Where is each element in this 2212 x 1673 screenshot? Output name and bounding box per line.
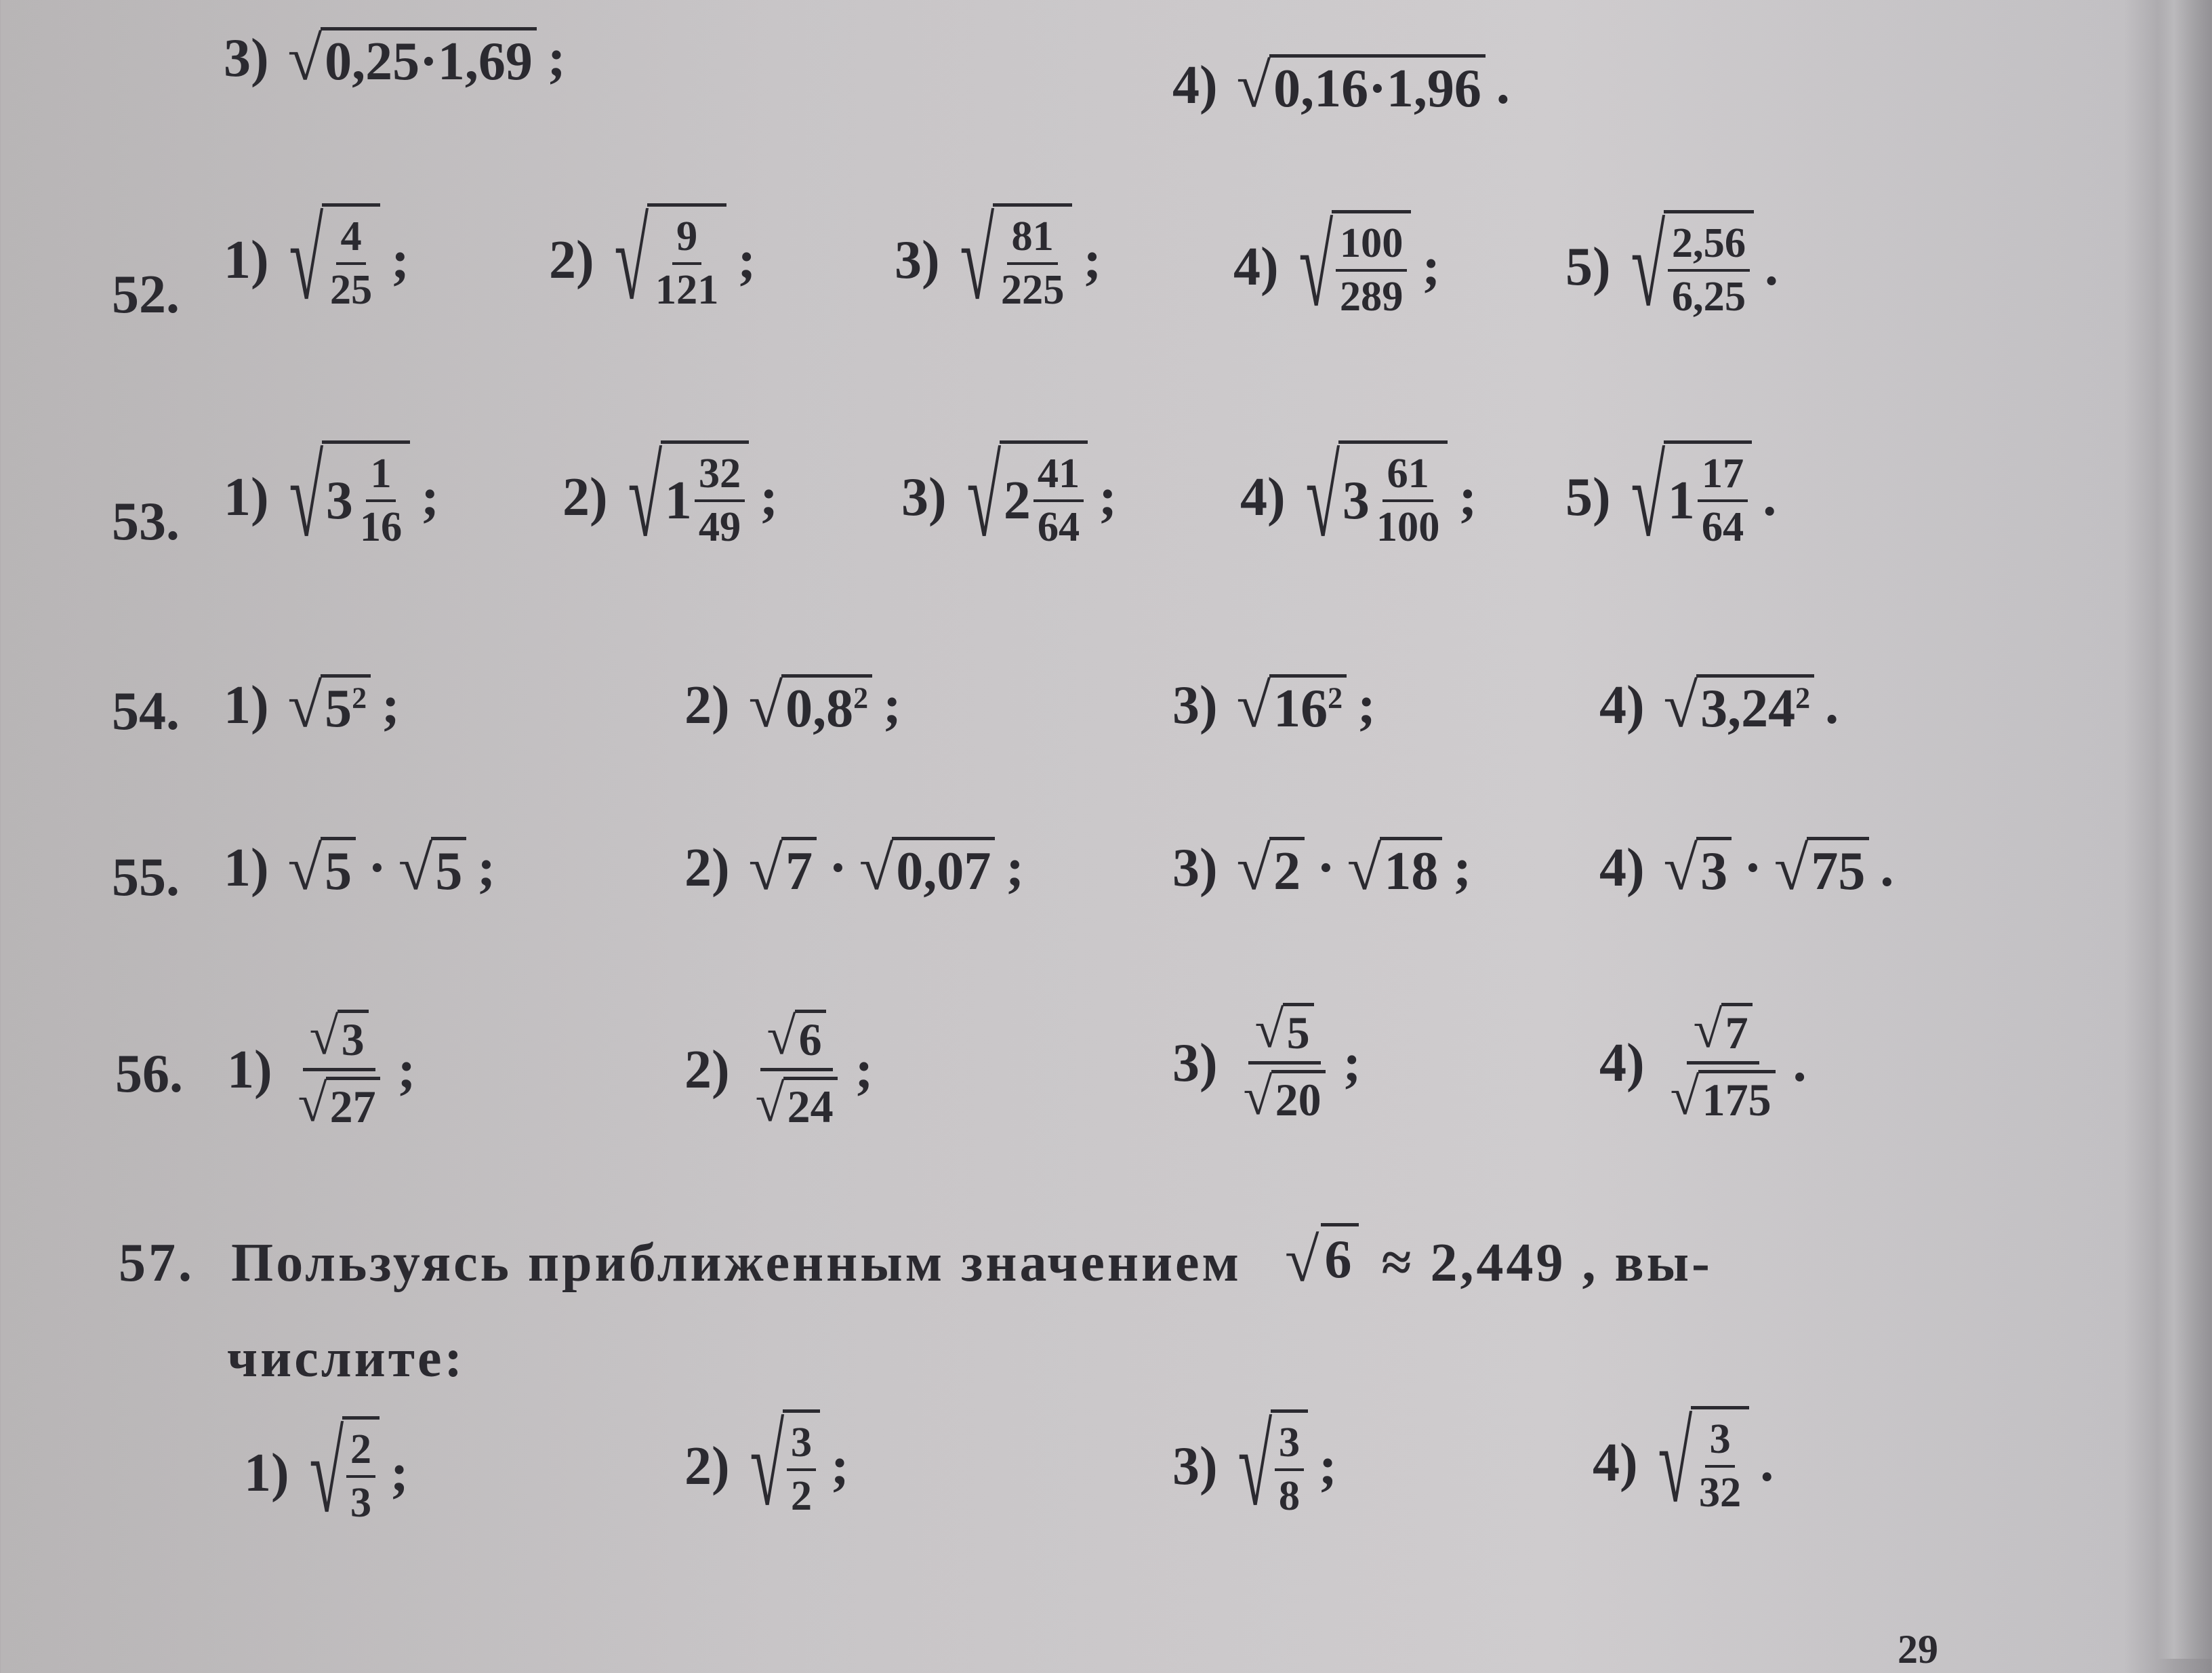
ex57-item-3 [1172,1403,1337,1529]
radicand [993,203,1073,317]
numerator [1687,999,1759,1065]
radical-sign: √ [289,197,323,323]
exercise-57-text: Пользуясь приближенным значением [231,1233,1242,1293]
punctuation: ; [1458,468,1477,527]
numerator: 32 [695,453,745,501]
radicand [1696,837,1732,899]
ex51-item-3 [224,24,566,93]
fraction [1237,999,1332,1126]
item-label: 3) [1172,1437,1218,1496]
denominator: 8 [1278,1472,1300,1519]
sqrt [749,1403,820,1529]
base: 16 [1273,678,1328,739]
sqrt [398,833,467,903]
ex51-item-4 [1172,51,1510,120]
item-label: 2) [562,468,608,527]
sqrt [1663,833,1732,903]
item-label: 1) [224,230,269,290]
radical-sign: √ [614,197,649,323]
exercise-57-number: 57. [119,1233,194,1293]
punctuation: . [1760,1433,1774,1493]
sqrt [1243,1067,1326,1126]
numerator: 3 [1275,1422,1304,1470]
ex54-item-2 [684,671,901,740]
base: 0,8 [785,678,854,739]
radical-sign: √ [309,1410,344,1536]
whole-part: 3 [1342,470,1370,531]
numerator: 3 [1705,1418,1734,1467]
fraction [291,1006,387,1133]
radicand [322,203,380,317]
radicand [892,837,995,899]
item-label: 4) [1599,1033,1645,1093]
radical-sign: √ [1305,434,1340,560]
exponent: 2 [1328,680,1343,714]
radical-sign: √ [1236,671,1271,740]
whole-part: 2 [1003,470,1031,531]
radical-sign: √ [287,671,323,740]
radical-sign: √ [766,1006,796,1065]
radical-sign: √ [309,1006,339,1065]
radicand [1691,1406,1749,1520]
radicand [795,1010,826,1065]
item-label: 1) [224,676,269,735]
denominator: 289 [1339,272,1404,320]
punctuation: ; [831,1437,849,1496]
denominator: 32 [1698,1468,1742,1516]
radicand [1269,674,1347,737]
sqrt [966,434,1088,560]
radicand [1271,1409,1308,1523]
radicand-value: 7 [785,841,813,901]
punctuation: . [1765,237,1779,297]
item-label: 5) [1565,468,1611,527]
radicand-value: 6 [798,1013,822,1065]
ex53-item-3 [901,434,1117,560]
radicand [1000,440,1088,554]
sqrt [1663,671,1815,740]
radical-sign: √ [966,434,1001,560]
page-edge [2158,0,2212,1659]
ex52-item-1 [224,197,409,323]
sqrt [1347,833,1443,903]
numerator: 3 [787,1422,816,1470]
radicand-value: 2 [1273,841,1301,901]
radicand [1332,210,1412,324]
radicand-value: 20 [1275,1073,1322,1125]
ex55-item-3 [1172,833,1471,903]
fraction [749,1006,844,1133]
numerator: 61 [1382,453,1433,501]
fraction [1664,999,1782,1126]
sqrt: √ 0,25·1,69 [288,27,537,89]
denominator: 6,25 [1671,272,1746,320]
radicand-value: 24 [787,1080,834,1132]
sqrt [308,1410,380,1536]
numerator: 2,56 [1668,222,1750,271]
punctuation: ; [1083,230,1102,290]
radical-sign: √ [1254,999,1284,1058]
ex57-item-1 [244,1410,409,1536]
radicand-value: 3 [341,1013,365,1065]
radicand [1721,1003,1753,1056]
denominator: 121 [655,266,719,313]
radical-sign: √ [287,833,323,903]
fraction [1336,222,1408,318]
radicand-value: 75 [1811,841,1866,901]
punctuation: . [1763,468,1777,527]
radical-sign: √ [1663,671,1698,740]
fraction [997,215,1069,311]
denominator: 64 [1037,503,1080,550]
radical-sign: √ [628,434,662,560]
ex52-item-5 [1565,204,1779,330]
radical-sign: √ [398,833,433,903]
ex53-item-5 [1565,434,1777,560]
fraction [1275,1419,1304,1519]
radicand-value: 5 [325,841,352,901]
denominator: 225 [1000,266,1065,313]
item-label: 1) [227,1039,272,1100]
punctuation: ; [855,1039,874,1100]
numerator: 1 [366,453,395,501]
ex55-item-1 [224,833,495,903]
item-label: 5) [1565,237,1611,297]
item-label: 3) [224,28,269,88]
sqrt [1670,1067,1776,1126]
numerator [303,1006,375,1071]
radical-sign: √ [1631,204,1665,330]
item-label: 2) [684,1039,730,1100]
ex57-item-2 [684,1403,849,1529]
radical-sign: √ [1347,833,1382,903]
denominator: 49 [698,503,741,550]
fraction [1372,450,1444,550]
sqrt: √ 0,16·1,96 [1237,54,1486,117]
ex52-item-2 [549,197,756,323]
radicand [321,674,371,737]
whole-part: 3 [325,470,353,531]
sqrt [1630,204,1754,330]
punctuation: ; [1453,838,1471,898]
exercise-53-number: 53. [112,492,180,552]
punctuation: ; [1319,1437,1337,1496]
numerator [760,1006,833,1071]
radicand [781,837,817,899]
whole-part: 1 [1667,470,1695,531]
punctuation: ; [390,1443,409,1503]
sqrt [766,1006,826,1065]
radicand [1269,837,1305,899]
exercise-57-approx: ≈ 2,449 , вы- [1381,1233,1713,1293]
radical-sign: √ [960,197,994,323]
ex53-item-4 [1240,434,1477,560]
numerator: 81 [1007,215,1057,264]
exercise-55-number: 55. [112,848,180,907]
punctuation: . [1496,56,1510,115]
radicand [321,837,356,899]
radicand [1380,837,1442,899]
radical-sign: √ [1236,833,1271,903]
fraction [356,450,406,550]
radicand [322,440,410,554]
radicand-value: 175 [1702,1073,1771,1125]
radicand-value: 5 [1286,1006,1310,1058]
radicand [431,837,466,899]
exercise-57-line1 [119,1223,1713,1294]
ex55-item-4 [1599,833,1894,903]
sqrt [288,434,411,560]
radicand-value: 18 [1384,841,1439,901]
punctuation: ; [421,468,439,527]
radical-sign: √ [1243,1067,1273,1126]
radicand: 6 [1321,1223,1359,1291]
base: 3,24 [1700,678,1796,739]
radicand [1698,1070,1776,1123]
item-label: 3) [1172,1033,1218,1093]
denominator: 16 [359,503,403,550]
ex56-item-1 [227,1006,416,1133]
exercise-56-number: 56. [115,1044,183,1104]
ex56-item-4 [1599,999,1807,1126]
radicand: 0,25·1,69 [321,27,537,89]
numerator: 2 [346,1428,375,1477]
punctuation: ; [1006,838,1024,898]
fraction [651,215,723,311]
numerator: 100 [1336,222,1408,271]
radical-sign: √ [1670,1067,1700,1126]
radical-sign: √ [1693,999,1723,1058]
sqrt [748,671,873,740]
denominator: 100 [1376,503,1440,550]
radicand [1696,674,1814,737]
multiply-dot: · [1744,838,1762,898]
fraction [787,1419,816,1519]
fraction [1668,222,1750,318]
radicand: 0,16·1,96 [1269,54,1486,117]
item-label: 3) [1172,838,1218,898]
denominator: 25 [329,266,373,313]
exercise-52-number: 52. [112,265,180,325]
item-label: 4) [1233,237,1279,297]
radical-sign: √ [750,1403,784,1529]
radicand [1664,440,1752,554]
item-label: 1) [244,1443,289,1503]
multiply-dot: · [829,838,847,898]
fraction [326,215,376,311]
page-number: 29 [1898,1627,1938,1672]
item-label: 2) [684,838,730,898]
punctuation: . [1825,676,1839,735]
radicand [1664,210,1754,324]
numerator: 9 [672,215,701,264]
radicand-value: 0,07 [896,841,991,901]
item-label: 3) [901,468,947,527]
item-label: 2) [684,676,730,735]
multiply-dot: · [368,838,386,898]
fraction [346,1428,375,1524]
sqrt [287,833,356,903]
radical-sign: √ [1663,833,1698,903]
punctuation: ; [1343,1033,1361,1093]
sqrt [1298,204,1412,330]
multiply-dot: · [1317,838,1335,898]
radicand [661,440,749,554]
radicand-value: 5 [435,841,463,901]
radical-sign: √ [1774,833,1809,903]
radicand [1807,837,1869,899]
ex52-item-4 [1233,204,1441,330]
punctuation: ; [382,676,400,735]
radicand [783,1409,820,1523]
radical-sign: √ [755,1073,785,1133]
radical-sign: √ [298,1073,327,1133]
ex56-item-3 [1172,999,1361,1126]
radicand [1338,440,1448,554]
item-label: 2) [684,1437,730,1496]
item-label: 4) [1240,468,1286,527]
ex52-item-3 [895,197,1102,323]
denominator [1237,1065,1332,1126]
whole-part: 1 [664,470,692,531]
radicand [1283,1003,1314,1056]
sqrt [298,1073,380,1133]
item-label: 1) [224,838,269,898]
ex54-item-1 [224,671,400,740]
radical-sign: √ [748,833,783,903]
radical-sign: √ [1237,1403,1272,1529]
ex54-item-4 [1599,671,1839,740]
sqrt [1657,1400,1750,1526]
exponent: 2 [853,680,869,714]
punctuation: ; [547,28,566,88]
exercise-57-line2: числите: [227,1329,466,1388]
radicand-value: 7 [1725,1006,1748,1058]
sqrt [859,833,996,903]
ex54-item-3 [1172,671,1376,740]
item-label: 4) [1172,56,1218,115]
exponent: 2 [352,680,367,714]
radical-sign: √ [748,671,783,740]
sqrt [959,197,1073,323]
sqrt: √ 6 [1285,1223,1359,1291]
denominator: 3 [350,1479,372,1526]
radicand [326,1077,380,1130]
punctuation: ; [1422,237,1441,297]
ex53-item-1 [224,434,439,560]
radicand-value: 3 [1700,841,1728,901]
sqrt [1630,434,1753,560]
punctuation: . [1793,1033,1807,1093]
item-label: 2) [549,230,594,290]
sqrt [287,671,371,740]
item-label: 4) [1599,676,1645,735]
punctuation: ; [760,468,778,527]
ex55-item-2 [684,833,1024,903]
numerator: 4 [336,215,365,264]
item-label: 3) [895,230,940,290]
ex53-item-2 [562,434,778,560]
fraction [1033,450,1084,550]
radical-sign: √ [1631,434,1665,560]
radical-sign: √ [1298,204,1333,330]
radicand [342,1416,380,1530]
sqrt [1236,833,1305,903]
punctuation: ; [883,676,901,735]
sqrt [748,833,817,903]
sqrt [755,1073,838,1133]
fraction [1695,1418,1745,1514]
item-label: 1) [224,468,269,527]
sqrt [288,197,381,323]
sqrt [1254,999,1314,1058]
item-label: 4) [1599,838,1645,898]
item-label: 4) [1593,1433,1638,1493]
denominator [291,1071,387,1133]
sqrt [1236,671,1347,740]
sqrt [1305,434,1448,560]
denominator [749,1071,844,1133]
punctuation: ; [1099,468,1117,527]
sqrt [627,434,750,560]
numerator [1248,999,1321,1065]
sqrt [613,197,727,323]
punctuation: . [1880,838,1894,898]
item-label: 3) [1172,676,1218,735]
radicand [781,674,872,737]
radicand [783,1077,838,1130]
radical-sign: √ [859,833,894,903]
punctuation: ; [737,230,756,290]
denominator: 2 [790,1472,813,1519]
exponent: 2 [1795,680,1811,714]
base: 5 [325,678,352,739]
denominator: 64 [1701,503,1744,550]
punctuation: ; [477,838,495,898]
punctuation: ; [397,1039,416,1100]
ex57-item-4 [1593,1400,1774,1526]
punctuation: ; [391,230,409,290]
ex56-item-2 [684,1006,874,1133]
sqrt [1237,1403,1308,1529]
radicand [647,203,727,317]
numerator: 41 [1033,453,1084,501]
fraction [695,450,745,550]
radical-sign: √ [289,434,323,560]
radicand-value: 27 [329,1080,376,1132]
fraction [1698,450,1748,550]
sqrt [1774,833,1870,903]
exercise-54-number: 54. [112,682,180,741]
sqrt [1693,999,1753,1058]
radicand [1271,1070,1326,1123]
radical-sign: √ [1658,1400,1692,1526]
numerator: 17 [1698,453,1748,501]
radicand [337,1010,369,1065]
punctuation: ; [1357,676,1376,735]
denominator [1664,1065,1782,1126]
sqrt [309,1006,369,1065]
